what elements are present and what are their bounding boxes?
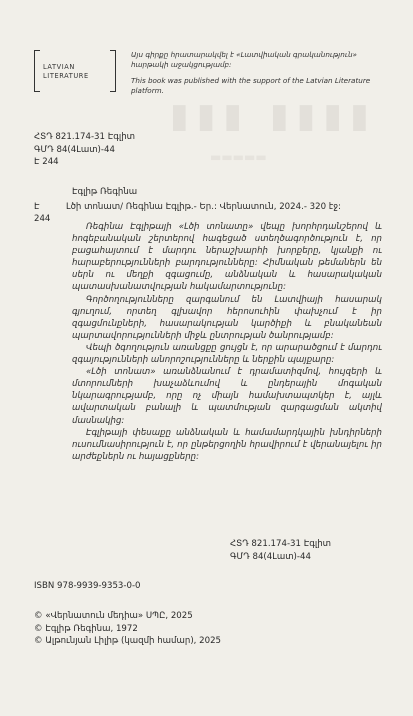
bleed-through-shadow-small: ▬▬▬▬▬ <box>210 150 267 164</box>
bib-code: Է 244 <box>34 202 51 224</box>
bleed-through-shadow: ▮▮▮ ▮▮▮▮ <box>170 96 377 136</box>
udc-code: ՀՏԴ 821.174-31 Էգլիտ <box>34 132 136 142</box>
support-notice-english: This book was published with the support of the Latvian Literature platform. <box>131 76 371 95</box>
copyright-line: © Էգլիթ Ռեգինա, 1972 <box>34 623 138 634</box>
isbn: ISBN 978-9939-9353-0-0 <box>34 581 141 591</box>
bbk-code-repeat: ԳՄԴ 84(4Լատ)-44 <box>230 551 311 562</box>
abstract-paragraph: Ռեգինա Էգլիթայի «Լծի տոնատը» վեպը խորհրդանշերով և հոգեբանական շերտերով հագեցած ստեղծագործություն է, որ բացահայտում է մարդու ներաշխարհի խորքերը, կյանքի ու հարաբերությունների բարդությունները: Հիմնական թեմաներն են սերն ու մեղքի զգացումը, անձնական և հասարակական պատասխանատվության հակամարտությունը: <box>72 222 382 293</box>
logo-line-2: LITERATURE <box>43 71 89 80</box>
logo-bracket-left <box>34 50 40 92</box>
logo-line-1: LATVIAN <box>43 63 75 71</box>
abstract-paragraph: Էգլիթայի փեսաքը անձնական և համամարդկային խնդիրների ուսումնասիրություն է, որ ընթերցողին հրավիրում է վերանայելու իր արժեքներն ու հայացքները: <box>72 427 382 462</box>
logo-text <box>43 63 89 80</box>
classification-repeat <box>230 538 331 563</box>
support-notice-armenian: Այս գիրքը հրատարակվել է «Լատվիական գրականություն» հարթակի աջակցությամբ: <box>131 50 357 69</box>
bbk-code: ԳՄԴ 84(4Լատ)-44 <box>34 144 115 155</box>
support-notice <box>131 50 379 96</box>
author-heading: Էգլիթ Ռեգինա <box>72 187 138 197</box>
author-mark: Է 244 <box>34 157 59 167</box>
copyright-block <box>34 610 221 648</box>
abstract-paragraph: «Լծի տոնատ» առանձնանում է դրամատիզմով, հույզերի և մտորումների խաչաձևումով և ընդերային մոգական նկարագրությամբ, որը ոչ միայն համախտապտկեր է, այլև ավարտական բանալի և պատմության զարգացման ակտիվ մասնակից: <box>72 367 382 426</box>
copyright-line: © Ալթունյան Լիլիթ (կազմի համար), 2025 <box>34 636 222 647</box>
latvian-literature-logo <box>34 50 116 92</box>
classification-block <box>34 131 135 169</box>
abstract-paragraph: Գործողությունները զարգանում են Լատվիայի հասարակ գյուղում, որտեղ գլխավոր հերոսուհին փախչում է իր զգացմունքների, հասարակության կարծիքի և բնականեան պարտավորությունների միջև ընտրության ծանրությամբ: <box>72 294 382 341</box>
bib-entry-text: Լծի տոնատ/ Ռեգինա Էգլիթ.- Եր.: Վերնատուն, 2024.- 320 էջ: <box>66 202 341 212</box>
copyright-line: © «Վերնատուն մեդիա» ՍՊԸ, 2025 <box>34 611 193 621</box>
book-abstract <box>72 221 382 463</box>
udc-code-repeat: ՀՏԴ 821.174-31 Էգլիտ <box>230 539 332 549</box>
logo-bracket-right <box>110 50 116 92</box>
abstract-paragraph: Վեպի ծգողություն առանցքը ցույցն է, որ արարածցում է մարդու զգայությունների անորոշությունները և ներքին պայքարը: <box>72 342 382 366</box>
